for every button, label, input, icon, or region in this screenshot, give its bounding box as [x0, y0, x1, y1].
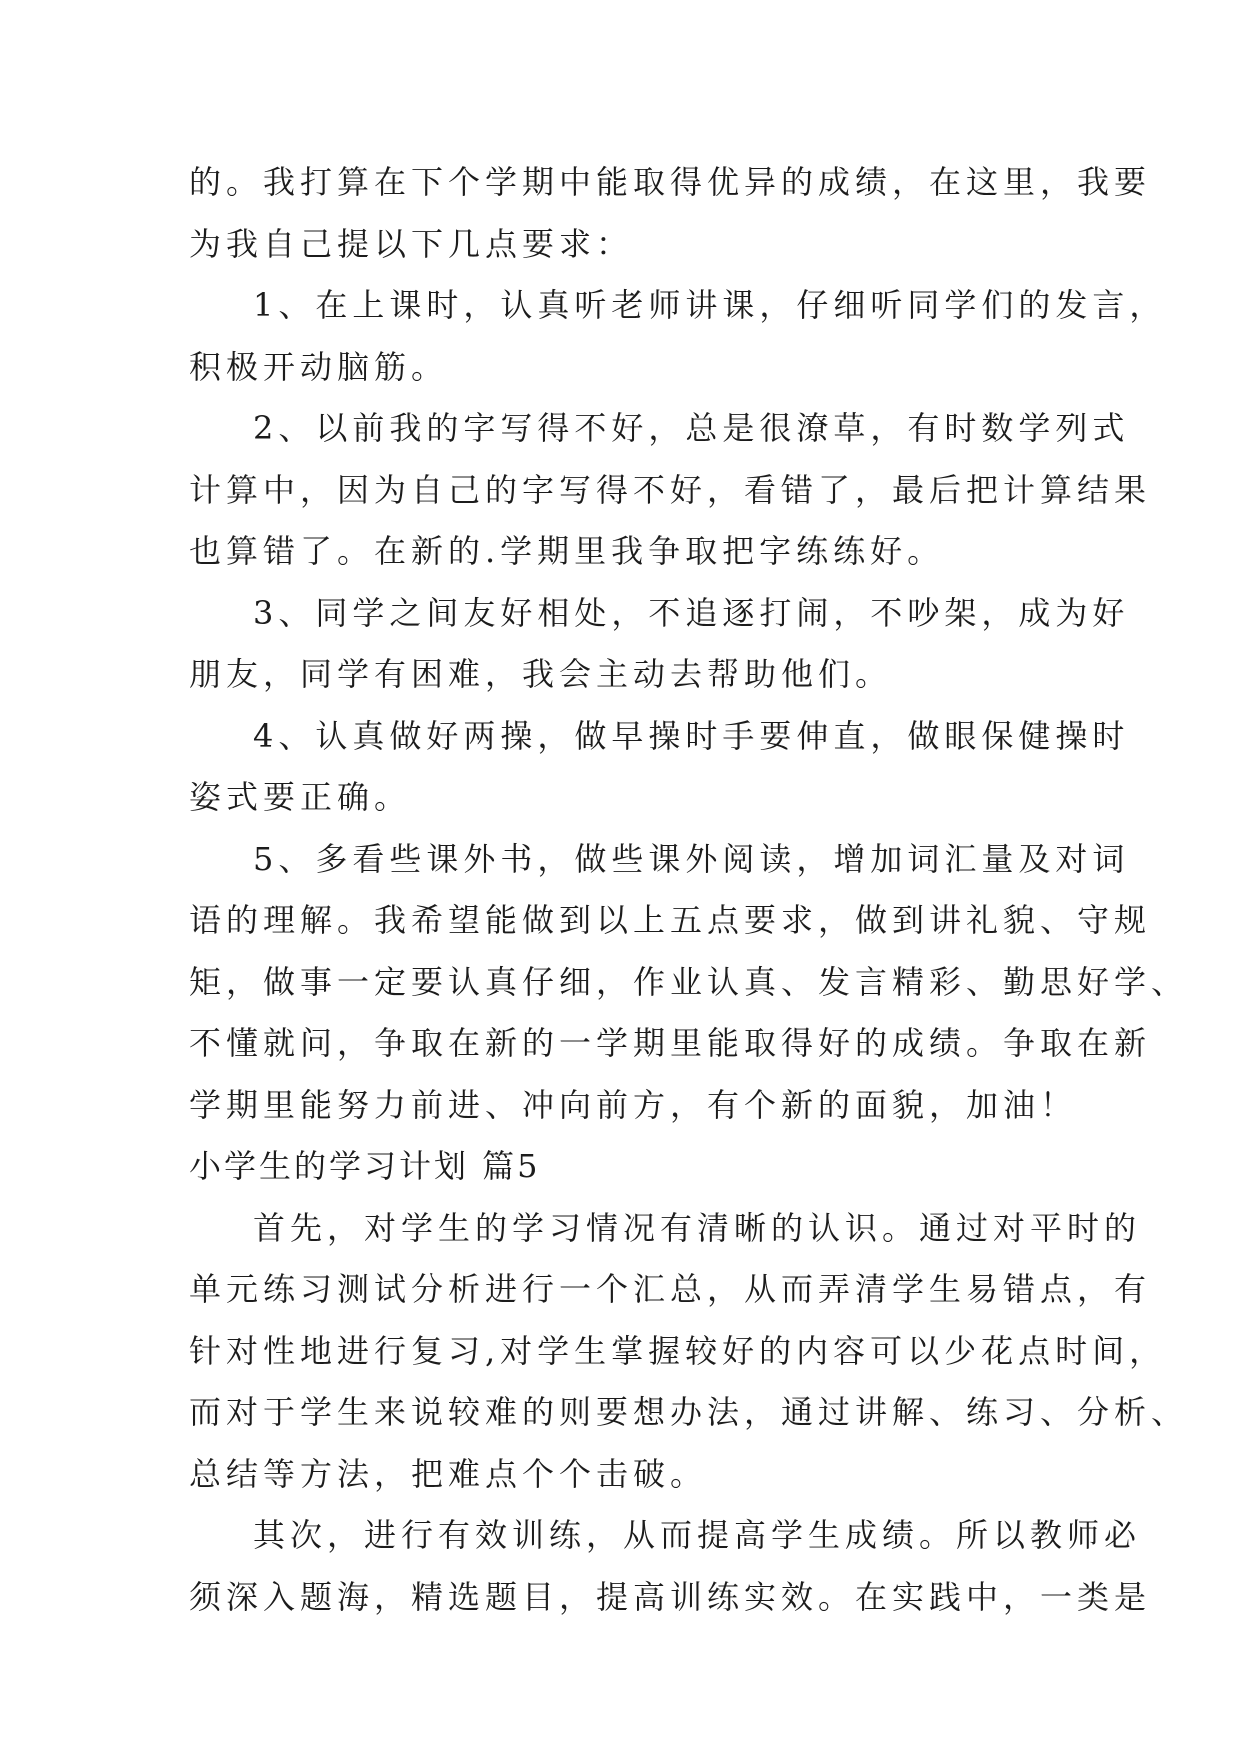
text-line: 其次，进行有效训练，从而提高学生成绩。所以教师必 [253, 1516, 1142, 1554]
text-line: 3、同学之间友好相处，不追逐打闹，不吵架，成为好 [253, 593, 1130, 632]
text-line: 为我自己提以下几点要求： [189, 224, 634, 263]
text-line: 姿式要正确。 [189, 778, 412, 816]
text-line: 首先，对学生的学习情况有清晰的认识。通过对平时的 [253, 1208, 1142, 1247]
text-line: 矩，做事一定要认真仔细，作业认真、发言精彩、勤思好学、 [189, 962, 1189, 1001]
text-line: 而对于学生来说较难的则要想办法，通过讲解、练习、分析、 [189, 1393, 1189, 1431]
text-line: 单元练习测试分析进行一个汇总，从而弄清学生易错点，有 [189, 1270, 1152, 1308]
text-line: 也算错了。在新的.学期里我争取把字练练好。 [189, 532, 945, 570]
text-line: 总结等方法，把难点个个击破。 [189, 1454, 708, 1493]
section-heading: 小学生的学习计划 篇5 [189, 1147, 541, 1185]
document-body [189, 152, 1189, 1628]
text-line: 1、在上课时，认真听老师讲课，仔细听同学们的发言， [253, 286, 1167, 324]
text-line: 须深入题海，精选题目，提高训练实效。在实践中，一类是 [189, 1577, 1152, 1616]
text-line: 计算中，因为自己的字写得不好，看错了，最后把计算结果 [189, 470, 1152, 509]
text-line: 学期里能努力前进、冲向前方，有个新的面貌，加油！ [189, 1085, 1078, 1124]
text-line: 不懂就问，争取在新的一学期里能取得好的成绩。争取在新 [189, 1024, 1152, 1062]
text-line: 2、以前我的字写得不好，总是很潦草，有时数学列式 [253, 409, 1130, 447]
text-line: 5、多看些课外书，做些课外阅读，增加词汇量及对词 [253, 839, 1130, 878]
text-line: 的。我打算在下个学期中能取得优异的成绩，在这里，我要 [189, 163, 1152, 201]
text-line: 朋友，同学有困难，我会主动去帮助他们。 [189, 655, 893, 693]
text-line: 积极开动脑筋。 [189, 347, 449, 386]
text-line: 4、认真做好两操，做早操时手要伸直，做眼保健操时 [253, 716, 1130, 755]
text-line: 语的理解。我希望能做到以上五点要求，做到讲礼貌、守规 [189, 901, 1152, 939]
text-line: 针对性地进行复习,对学生掌握较好的内容可以少花点时间， [189, 1331, 1167, 1370]
